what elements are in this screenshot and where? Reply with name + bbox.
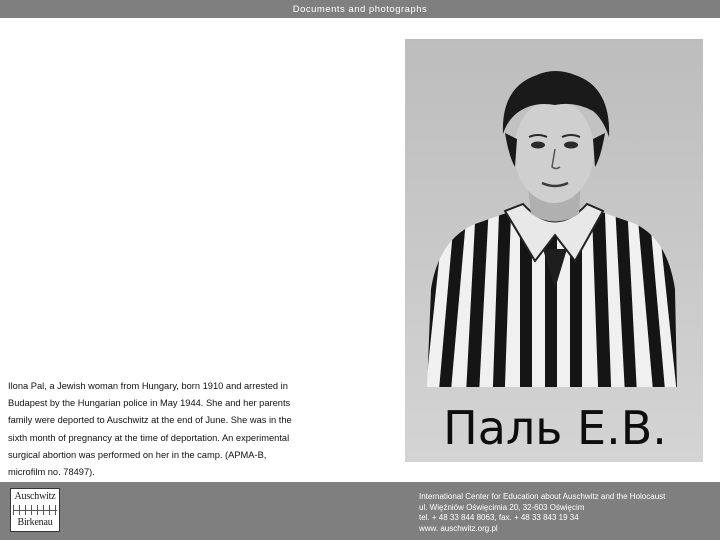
caption-line: Budapest by the Hungarian police in May 1944. She and her parents [8,398,291,409]
contact-info [419,492,714,534]
photo-caption [8,378,318,481]
caption-line: Ilona Pal, a Jewish woman from Hungary, born 1910 and arrested in [8,381,288,391]
caption-line: family were deported to Auschwitz at the end of June. She was in the [8,415,292,426]
contact-website[interactable]: www. auschwitz.org.pl [419,523,498,533]
caption-line: sixth month of pregnancy at the time of deportation. An experimental [8,432,290,443]
barbed-wire-icon [13,505,57,515]
logo-bottom-word: Birkenau [17,517,53,528]
contact-organization: International Center for Education about Auschwitz and the Holocaust [419,492,666,501]
auschwitz-birkenau-logo [10,488,60,532]
contact-phone: tel. + 48 33 844 8063, fax. + 48 33 843 19 34 [419,513,579,522]
caption-line: surgical abortion was performed on her in the camp. (APMA-B, [8,449,267,460]
caption-line: microfilm no. 78497). [8,467,95,478]
logo-top-word: Auschwitz [14,491,56,502]
portrait-illustration [405,39,703,462]
handwritten-label: Пaль Е.В. [443,401,667,455]
footer-bar [0,482,720,540]
contact-address: ul. Więźniów Oświęcimia 20, 32-603 Oświęcim [419,502,585,512]
historical-photo [405,39,703,462]
header-title: Documents and photographs [292,3,428,15]
header-bar [0,0,720,18]
